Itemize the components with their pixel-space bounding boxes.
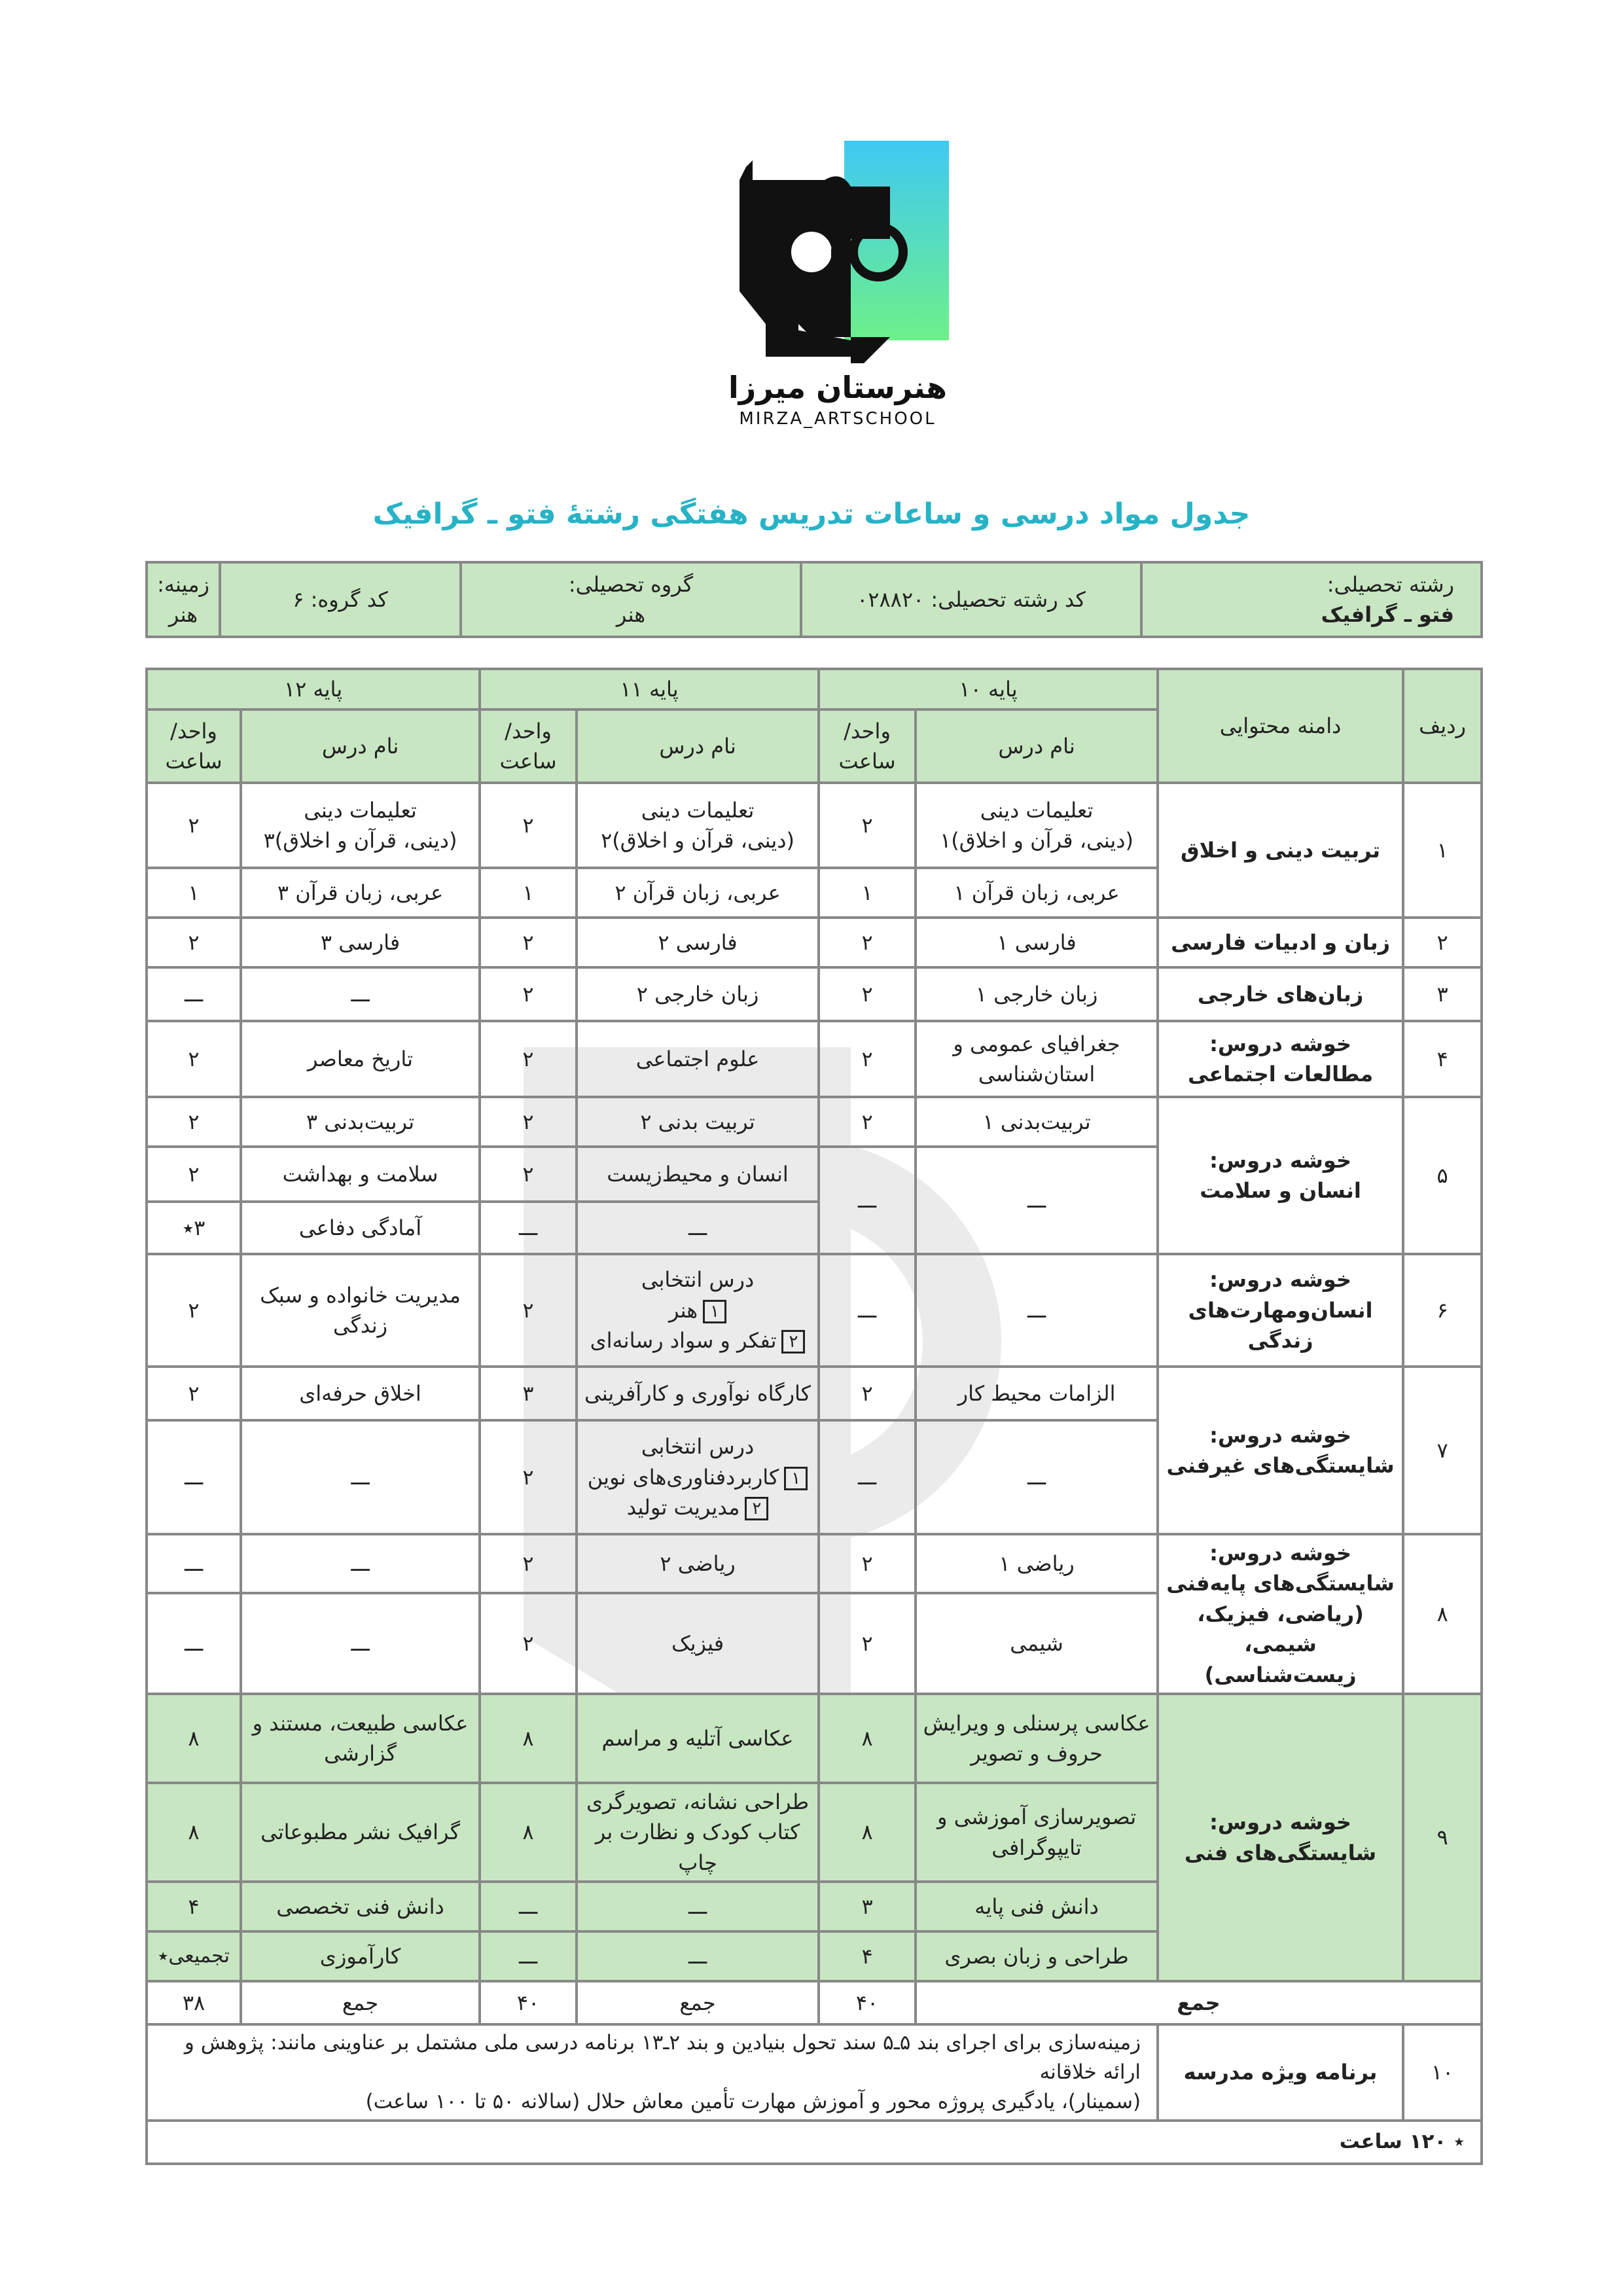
course-name: فارسی ۱ <box>916 918 1158 967</box>
header-units-line2: ساعت <box>499 749 557 774</box>
row-number: ۴ <box>1403 1021 1482 1097</box>
course-name: ـــ <box>916 1147 1158 1254</box>
row-number: ۲ <box>1403 918 1482 967</box>
course-name: ـــ <box>916 1254 1158 1367</box>
elective-course-cell <box>577 1420 819 1534</box>
course-name-detail: استان‌شناسی <box>978 1062 1096 1086</box>
table-row <box>147 2024 1482 2121</box>
sum-label: جمع <box>916 1981 1482 2024</box>
unit-cell: ـــ <box>147 967 241 1021</box>
footnote: ٭ ۱۲۰ ساعت <box>147 2121 1482 2164</box>
option-label: هنر <box>668 1297 698 1323</box>
course-name: ریاضی ۱ <box>916 1534 1158 1593</box>
course-name-detail: (دینی، قرآن و اخلاق)۱ <box>940 828 1133 853</box>
course-cell <box>577 1783 819 1882</box>
option-label: مدیریت تولید <box>626 1495 740 1520</box>
header-units-line2: ساعت <box>838 749 896 774</box>
logo-name-en: MIRZA_ARTSCHOOL <box>739 409 936 429</box>
course-name: ـــ <box>577 1202 819 1254</box>
row-number: ۷ <box>1403 1367 1482 1534</box>
course-name: کارآموزی <box>241 1931 480 1981</box>
course-name: مدیریت خانواده و سبک <box>260 1282 461 1308</box>
unit-cell: ۸ <box>480 1783 577 1882</box>
unit-cell: ۳٭ <box>147 1202 241 1254</box>
table-row <box>147 1367 1482 1420</box>
unit-cell: ۲ <box>819 967 916 1021</box>
header-units-line2: ساعت <box>165 749 223 774</box>
course-cell <box>916 1783 1158 1882</box>
course-name: تربیت‌بدنی ۱ <box>916 1097 1158 1147</box>
course-name: ـــ <box>241 1534 480 1593</box>
table-row <box>147 1694 1482 1783</box>
header-units-line1: واحد/ <box>170 718 217 744</box>
row-number: ۸ <box>1403 1534 1482 1694</box>
course-cell <box>241 783 480 868</box>
field-code: کد رشته تحصیلی: ۰۲۸۸۲۰ <box>801 562 1141 637</box>
domain-line: انسان‌ومهارت‌های زندگی <box>1188 1297 1373 1354</box>
field-cell <box>1141 562 1482 637</box>
course-name-detail: کتاب کودک و نظارت بر چاپ <box>595 1820 800 1875</box>
course-name-detail: (دینی، قرآن و اخلاق)۲ <box>601 828 794 853</box>
sum-unit-11: ۴۰ <box>480 1981 577 2024</box>
domain-line: مطالعات اجتماعی <box>1187 1062 1374 1086</box>
unit-cell: ـــ <box>819 1420 916 1534</box>
course-name: تربیت بدنی ۲ <box>577 1097 819 1147</box>
course-name: ریاضی ۲ <box>577 1534 819 1593</box>
header-units <box>819 709 916 783</box>
course-cell <box>916 1694 1158 1783</box>
course-name: شیمی <box>916 1593 1158 1694</box>
table-row <box>147 1534 1482 1593</box>
course-name: فارسی ۲ <box>577 918 819 967</box>
unit-cell: ۴ <box>819 1931 916 1981</box>
unit-cell: ۸ <box>819 1694 916 1783</box>
domain-line: خوشه دروس: <box>1209 1541 1351 1566</box>
course-name: عکاسی طبیعت، مستند و <box>252 1710 469 1736</box>
unit-cell: ۲ <box>147 1021 241 1097</box>
unit-cell: ۲ <box>480 1254 577 1367</box>
domain-line: انسان و سلامت <box>1200 1178 1361 1203</box>
course-name: اخلاق حرفه‌ای <box>241 1367 480 1420</box>
course-name-detail: گزارشی <box>324 1740 397 1766</box>
course-name-detail: تایپوگرافی <box>991 1835 1082 1860</box>
row-domain: زبان‌های خارجی <box>1158 967 1403 1021</box>
unit-cell: ۱ <box>147 868 241 918</box>
option-label: تفکر و سواد رسانه‌ای <box>590 1328 777 1354</box>
course-name: تاریخ معاصر <box>241 1021 480 1097</box>
course-name: تعلیمات دینی <box>980 797 1094 823</box>
course-name: گرافیک نشر مطبوعاتی <box>241 1783 480 1882</box>
field-info-table <box>145 561 1483 638</box>
unit-cell: ۲ <box>480 1534 577 1593</box>
unit-cell: ۳ <box>819 1882 916 1931</box>
unit-cell: ۲ <box>819 1021 916 1097</box>
domain-line: شایستگی‌های پایه‌فنی <box>1166 1571 1395 1596</box>
unit-cell: تجمیعی٭ <box>147 1931 241 1981</box>
unit-cell: ـــ <box>147 1593 241 1694</box>
course-name: عربی، زبان قرآن ۱ <box>916 868 1158 918</box>
header-course-name: نام درس <box>916 709 1158 783</box>
domain-line: خوشه دروس: <box>1209 1031 1351 1056</box>
course-hours-table <box>145 668 1483 2165</box>
course-name-detail: حروف و تصویر <box>971 1740 1103 1766</box>
course-name: دانش فنی پایه <box>916 1882 1158 1931</box>
course-cell <box>241 1694 480 1783</box>
row-number: ۹ <box>1403 1694 1482 1981</box>
unit-cell: ۱ <box>480 868 577 918</box>
header-course-name: نام درس <box>241 709 480 783</box>
sum-unit-12: ۳۸ <box>147 1981 241 2024</box>
course-name: فیزیک <box>577 1593 819 1694</box>
course-name: آمادگی دفاعی <box>241 1202 480 1254</box>
unit-cell: ۲ <box>480 1420 577 1534</box>
unit-cell: ـــ <box>147 1420 241 1534</box>
course-name: کارگاه نوآوری و کارآفرینی <box>577 1367 819 1420</box>
area-value: هنر <box>168 602 198 627</box>
row-domain <box>1158 1534 1403 1694</box>
elective-title: درس انتخابی <box>641 1267 755 1293</box>
course-name: طراحی نشانه، تصویرگری <box>586 1789 810 1814</box>
option-number-box: ۲ <box>745 1497 768 1520</box>
course-name: تصویرسازی آموزشی و <box>936 1804 1137 1830</box>
domain-line: خوشه دروس: <box>1209 1267 1351 1293</box>
school-program-description <box>147 2024 1158 2121</box>
group-label: گروه تحصیلی: <box>568 571 694 597</box>
unit-cell: ـــ <box>147 1534 241 1593</box>
unit-cell: ۲ <box>147 1254 241 1367</box>
row-domain <box>1158 1367 1403 1534</box>
header-grade-12: پایه ۱۲ <box>147 669 480 709</box>
group-cell <box>461 562 801 637</box>
area-label: زمینه: <box>157 571 209 597</box>
course-cell <box>916 1021 1158 1097</box>
row-domain: زبان و ادبیات فارسی <box>1158 918 1403 967</box>
unit-cell: ۱ <box>819 868 916 918</box>
header-course-name: نام درس <box>577 709 819 783</box>
footnote-row <box>147 2121 1482 2164</box>
row-number: ۱۰ <box>1403 2024 1482 2121</box>
description-line: زمینه‌سازی برای اجرای بند ۵ـ۵ سند تحول بنیادین و بند ۲ـ۱۳ برنامه درسی ملی مشتمل بر عناوینی مانند: پژوهش و ارائه خلاقانه <box>184 2031 1141 2085</box>
option-number-box: ۱ <box>784 1467 808 1490</box>
field-value: فتو ـ گرافیک <box>1321 602 1454 627</box>
header-units-line1: واحد/ <box>505 718 552 744</box>
unit-cell: ۲ <box>480 918 577 967</box>
row-domain: برنامه ویژه مدرسه <box>1158 2024 1403 2121</box>
course-name: زبان خارجی ۲ <box>577 967 819 1021</box>
unit-cell: ۲ <box>147 1147 241 1202</box>
unit-cell: ۲ <box>480 967 577 1021</box>
description-line: (سمینار)، یادگیری پروژه محور و آموزش مهارت تأمین معاش حلال (سالانه ۵۰ تا ۱۰۰ ساعت) <box>365 2090 1141 2113</box>
course-name: عربی، زبان قرآن ۳ <box>241 868 480 918</box>
row-domain: تربیت دینی و اخلاق <box>1158 783 1403 918</box>
domain-line: (ریاضی، فیزیک، شیمی، <box>1197 1601 1364 1657</box>
table-row <box>147 1021 1482 1097</box>
option-label: کاربردفناوری‌های نوین <box>587 1464 779 1490</box>
course-name: الزامات محیط کار <box>916 1367 1158 1420</box>
area-cell <box>147 562 220 637</box>
unit-cell: ۲ <box>147 918 241 967</box>
field-label: رشته تحصیلی: <box>1327 571 1454 597</box>
option-number-box: ۲ <box>781 1330 805 1354</box>
school-logo <box>720 141 955 429</box>
table-row <box>147 1254 1482 1367</box>
course-name: زبان خارجی ۱ <box>916 967 1158 1021</box>
domain-line: خوشه دروس: <box>1209 1422 1351 1448</box>
course-name: تعلیمات دینی <box>304 797 417 823</box>
row-number: ۳ <box>1403 967 1482 1021</box>
elective-course-cell <box>577 1254 819 1367</box>
header-units <box>480 709 577 783</box>
table-row <box>147 918 1482 967</box>
header-row-number: ردیف <box>1403 669 1482 783</box>
header-units <box>147 709 241 783</box>
unit-cell: ـــ <box>819 1254 916 1367</box>
row-domain <box>1158 1694 1403 1981</box>
row-domain <box>1158 1021 1403 1097</box>
domain-line: خوشه دروس: <box>1209 1147 1351 1173</box>
table-row <box>147 1097 1482 1147</box>
unit-cell: ۲ <box>819 1593 916 1694</box>
course-name: انسان و محیط‌زیست <box>577 1147 819 1202</box>
unit-cell: ۲ <box>480 1097 577 1147</box>
unit-cell: ۲ <box>819 1097 916 1147</box>
unit-cell: ۲ <box>819 1367 916 1420</box>
unit-cell: ۳ <box>480 1367 577 1420</box>
course-cell <box>577 783 819 868</box>
course-name: ـــ <box>241 967 480 1021</box>
course-name: علوم اجتماعی <box>577 1021 819 1097</box>
row-number: ۶ <box>1403 1254 1482 1367</box>
unit-cell: ۲ <box>480 1593 577 1694</box>
sum-row <box>147 1981 1482 2024</box>
course-name: ـــ <box>577 1931 819 1981</box>
course-name: طراحی و زبان بصری <box>916 1931 1158 1981</box>
row-number: ۵ <box>1403 1097 1482 1254</box>
page-title: جدول مواد درسی و ساعات تدریس هفتگی رشتۀ فتو ـ گرافیک <box>372 497 1251 531</box>
unit-cell: ۸ <box>147 1694 241 1783</box>
table-row <box>147 783 1482 868</box>
course-name: ـــ <box>241 1593 480 1694</box>
mirza-glasses-face-icon <box>726 141 949 363</box>
domain-line: زیست‌شناسی) <box>1204 1662 1357 1687</box>
option-number-box: ۱ <box>703 1300 726 1323</box>
course-name: دانش فنی تخصصی <box>241 1882 480 1931</box>
row-domain <box>1158 1097 1403 1254</box>
unit-cell: ـــ <box>480 1931 577 1981</box>
unit-cell: ۸ <box>147 1783 241 1882</box>
unit-cell: ۲ <box>480 783 577 868</box>
domain-line: شایستگی‌های غیرفنی <box>1166 1453 1395 1478</box>
unit-cell: ۸ <box>819 1783 916 1882</box>
course-name: تربیت‌بدنی ۳ <box>241 1097 480 1147</box>
unit-cell: ۲ <box>819 1534 916 1593</box>
group-value: هنر <box>616 602 646 627</box>
unit-cell: ۸ <box>480 1694 577 1783</box>
sum-label: جمع <box>577 1981 819 2024</box>
elective-option <box>582 1325 813 1355</box>
course-name: تعلیمات دینی <box>641 797 755 823</box>
course-name: ـــ <box>916 1420 1158 1534</box>
unit-cell: ۴ <box>147 1882 241 1931</box>
course-name: ـــ <box>577 1882 819 1931</box>
row-number: ۱ <box>1403 783 1482 918</box>
elective-option <box>582 1492 813 1522</box>
header-grade-10: پایه ۱۰ <box>819 669 1158 709</box>
course-name: فارسی ۳ <box>241 918 480 967</box>
unit-cell: ـــ <box>480 1202 577 1254</box>
sum-label: جمع <box>241 1981 480 2024</box>
course-name: جغرافیای عمومی و <box>953 1031 1120 1056</box>
unit-cell: ۲ <box>147 1367 241 1420</box>
logo-name-fa: هنرستان میرزا <box>728 370 947 405</box>
elective-title: درس انتخابی <box>641 1434 755 1460</box>
unit-cell: ـــ <box>819 1147 916 1254</box>
row-domain <box>1158 1254 1403 1367</box>
header-domain: دامنه محتوایی <box>1158 669 1403 783</box>
unit-cell: ۲ <box>147 783 241 868</box>
header-units-line1: واحد/ <box>844 718 891 744</box>
unit-cell: ۲ <box>480 1021 577 1097</box>
unit-cell: ۲ <box>480 1147 577 1202</box>
group-code: کد گروه: ۶ <box>220 562 461 637</box>
course-name: عکاسی پرسنلی و ویرایش <box>923 1710 1150 1736</box>
unit-cell: ۲ <box>819 783 916 868</box>
elective-option <box>582 1295 813 1325</box>
sum-unit-10: ۴۰ <box>819 1981 916 2024</box>
table-row <box>147 967 1482 1021</box>
course-name: ـــ <box>241 1420 480 1534</box>
unit-cell: ـــ <box>480 1882 577 1931</box>
course-name: عربی، زبان قرآن ۲ <box>577 868 819 918</box>
course-name-detail: (دینی، قرآن و اخلاق)۳ <box>263 828 457 853</box>
unit-cell: ۲ <box>819 918 916 967</box>
domain-line: شایستگی‌های فنی <box>1184 1840 1377 1865</box>
course-name: عکاسی آتلیه و مراسم <box>577 1694 819 1783</box>
course-name: سلامت و بهداشت <box>241 1147 480 1202</box>
unit-cell: ۲ <box>147 1097 241 1147</box>
domain-line: خوشه دروس: <box>1209 1810 1351 1835</box>
course-cell <box>241 1254 480 1367</box>
elective-option <box>582 1462 813 1492</box>
course-name-detail: زندگی <box>332 1313 388 1338</box>
header-grade-11: پایه ۱۱ <box>480 669 819 709</box>
course-cell <box>916 783 1158 868</box>
